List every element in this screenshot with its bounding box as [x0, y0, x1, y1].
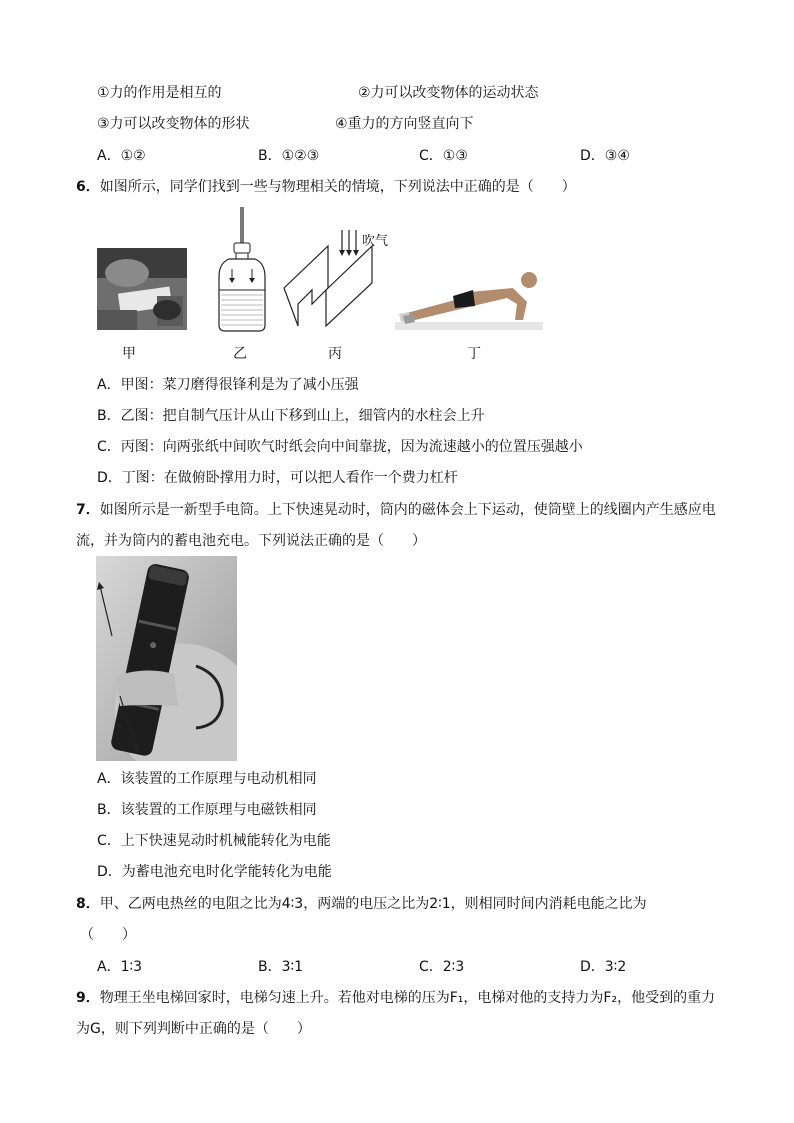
- q6-stem-text: 如图所示，同学们找到一些与物理相关的情境，下列说法中正确的是（ ）: [99, 179, 576, 195]
- q7-option-b: B．该装置的工作原理与电磁铁相同: [97, 802, 317, 818]
- q7-option-a: A．该装置的工作原理与电动机相同: [97, 771, 317, 787]
- q7-stem-line2: 流，并为筒内的蓄电池充电。下列说法正确的是（ ）: [76, 533, 426, 549]
- q8-stem-line1: [76, 893, 647, 913]
- q8-option-b: B．3∶1: [258, 959, 304, 975]
- q6-blow-label: 吹气: [362, 234, 389, 249]
- q6-label-bing: 丙: [328, 346, 342, 362]
- q7-option-d: D．为蓄电池充电时化学能转化为电能: [97, 864, 332, 880]
- q7-flashlight-photo: [96, 556, 237, 761]
- q9-stem-line2: 为G，则下列判断中正确的是（ ）: [76, 1021, 311, 1037]
- q6-number: 6．: [76, 179, 100, 195]
- q9-stem-text: 物理王坐电梯回家时，电梯匀速上升。若他对电梯的压为F₁，电梯对他的支持力为F₂，他受到的重力: [99, 990, 716, 1006]
- q6-figure-jia-photo: [97, 248, 187, 330]
- q9-stem-line1: [76, 987, 715, 1007]
- q7-option-c: C．上下快速晃动时机械能转化为电能: [97, 833, 331, 849]
- q7-stem-text: 如图所示是一新型手电筒。上下快速晃动时，筒内的磁体会上下运动，使筒壁上的线圈内产生感应电: [99, 502, 716, 518]
- q5-statement-1: ①力的作用是相互的: [97, 85, 222, 101]
- q5-statement-2: ②力可以改变物体的运动状态: [358, 85, 539, 101]
- q5-statement-3: ③力可以改变物体的形状: [97, 116, 250, 132]
- q7-stem-line1: [76, 499, 716, 519]
- q6-figure-yi-barometer: [215, 205, 267, 333]
- q6-option-c: C．丙图：向两张纸中间吹气时纸会向中间靠拢，因为流速越小的位置压强越小: [97, 439, 583, 455]
- q9-number: 9．: [76, 990, 100, 1006]
- q5-option-b: B．①②③: [258, 148, 320, 164]
- q6-label-jia: 甲: [122, 346, 136, 362]
- q8-option-d: D．3∶2: [580, 959, 627, 975]
- q5-statement-4: ④重力的方向竖直向下: [335, 116, 474, 132]
- q8-stem-text: 甲、乙两电热丝的电阻之比为4∶3，两端的电压之比为2∶1，则相同时间内消耗电能之比为: [99, 896, 647, 912]
- q6-option-d: D．丁图：在做俯卧撑用力时，可以把人看作一个费力杠杆: [97, 470, 458, 486]
- q8-stem-line2: （ ）: [80, 927, 136, 943]
- q5-option-d: D．③④: [580, 148, 630, 164]
- q6-option-a: A．甲图：菜刀磨得很锋利是为了减小压强: [97, 377, 359, 393]
- q6-label-ding: 丁: [467, 346, 481, 362]
- q8-option-a: A．1∶3: [97, 959, 143, 975]
- q6-option-b: B．乙图：把自制气压计从山下移到山上，细管内的水柱会上升: [97, 408, 485, 424]
- q8-option-c: C．2∶3: [419, 959, 465, 975]
- q6-label-yi: 乙: [233, 346, 247, 362]
- q5-option-a: A．①②: [97, 148, 146, 164]
- q6-figure-ding-pushup: [395, 262, 543, 330]
- q7-number: 7．: [76, 502, 100, 518]
- q6-stem: [76, 176, 576, 196]
- q5-option-c: C．①③: [419, 148, 468, 164]
- q8-number: 8．: [76, 896, 100, 912]
